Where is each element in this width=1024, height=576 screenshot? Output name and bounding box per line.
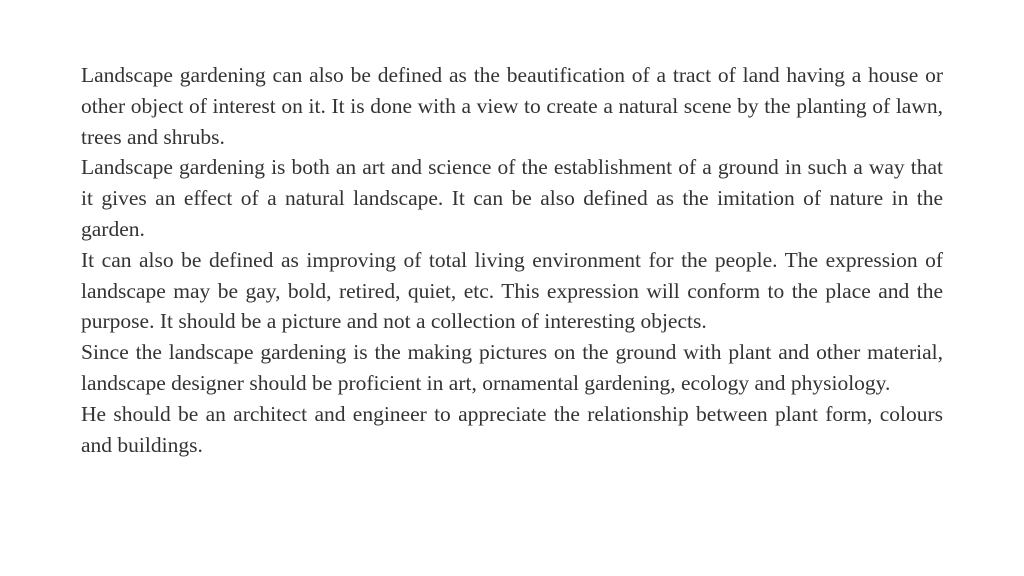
paragraph-4: Since the landscape gardening is the making pictures on the ground with plant and other material, landscape designer should be proficient in art, ornamental gardening, ecology and physiology. xyxy=(81,340,943,395)
body-text xyxy=(81,60,943,460)
paragraph-3: It can also be defined as improving of total living environment for the people. The expression of landscape may be gay, bold, retired, quiet, etc. This expression will conform to the place and the purpose. It should be a picture and not a collection of interesting objects. xyxy=(81,247,943,334)
paragraph-1: Landscape gardening can also be defined as the beautification of a tract of land having a house or other object of interest on it. It is done with a view to create a natural scene by the planting of lawn, trees and shrubs. xyxy=(81,63,943,149)
paragraph-2: Landscape gardening is both an art and science of the establishment of a ground in such a way that it gives an effect of a natural landscape. It can be also defined as the imitation of nature in the garden. xyxy=(81,155,943,241)
paragraph-5: He should be an architect and engineer to appreciate the relationship between plant form, colours and buildings. xyxy=(81,401,943,457)
